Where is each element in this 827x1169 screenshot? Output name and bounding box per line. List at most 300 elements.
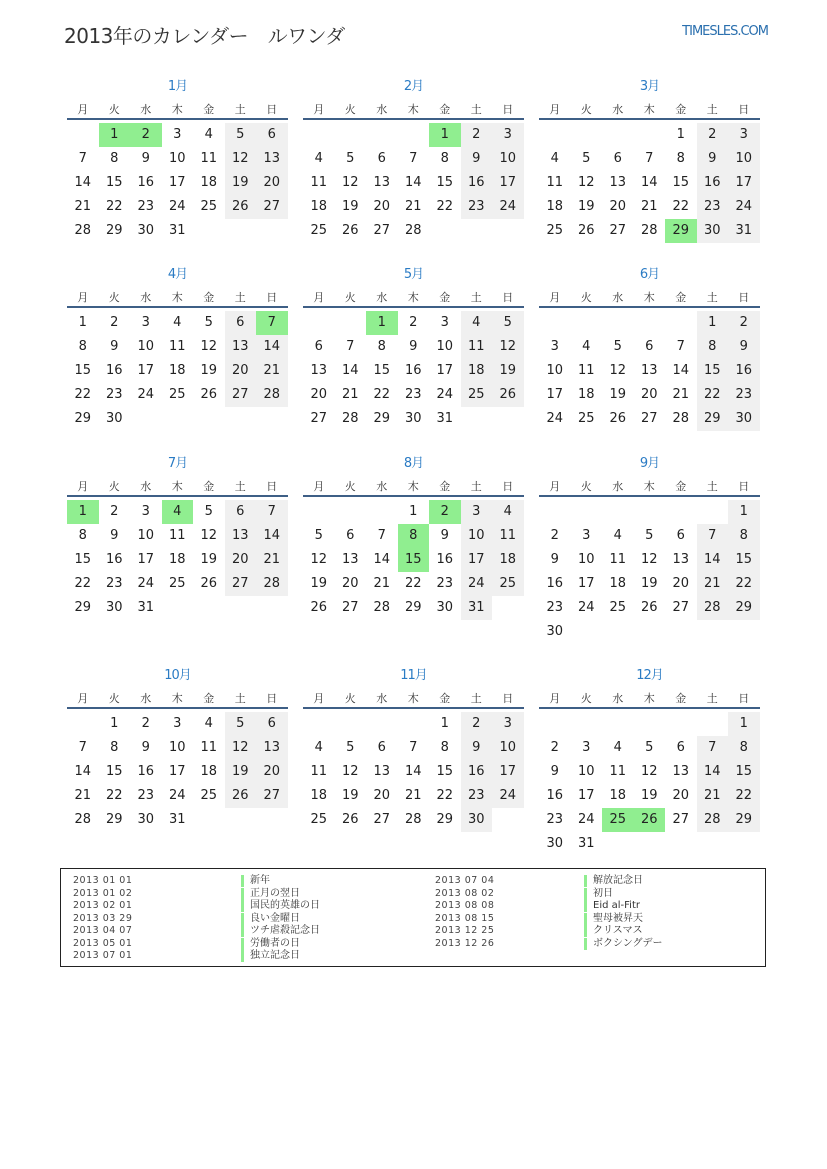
legend-date: 2013 08 15: [435, 912, 495, 924]
brand-logo[interactable]: TIMESLES.COM: [682, 24, 768, 39]
calendar-day: 19: [492, 359, 524, 383]
calendar-day: 23: [728, 383, 760, 407]
calendar-day: 26: [492, 383, 524, 407]
weekday-label: 土: [470, 103, 482, 116]
calendar-day: 31: [728, 219, 760, 243]
calendar-day: 22: [672, 199, 690, 214]
calendar-day: 30: [697, 219, 729, 243]
calendar-day: 8: [697, 335, 729, 359]
calendar-day: 2: [550, 740, 559, 755]
calendar-day: 29: [728, 808, 760, 832]
calendar-day: 4: [173, 315, 182, 330]
calendar-day: 18: [609, 788, 627, 803]
calendar-day: 5: [613, 339, 622, 354]
weekday-label: 水: [376, 480, 388, 493]
calendar-day: 9: [141, 740, 150, 755]
calendar-day: 17: [168, 175, 186, 190]
calendar-day: 26: [200, 576, 218, 591]
weekday-label: 月: [77, 103, 89, 116]
calendar-day: 8: [78, 339, 87, 354]
calendar-day: 2: [697, 123, 729, 147]
weekday-label: 火: [344, 692, 356, 705]
calendar-day: 18: [200, 175, 218, 190]
calendar-day: 28: [404, 812, 422, 827]
calendar-day: 6: [645, 339, 654, 354]
weekday-label: 水: [376, 291, 388, 304]
calendar-day: 17: [577, 788, 595, 803]
calendar-day: 6: [613, 151, 622, 166]
weekday-label: 土: [234, 480, 246, 493]
weekday-label: 土: [706, 103, 718, 116]
calendar-day: 28: [640, 223, 658, 238]
calendar-day: 30: [404, 411, 422, 426]
calendar-day: 29: [373, 411, 391, 426]
calendar-day: 4: [582, 339, 591, 354]
calendar-day: 25: [200, 199, 218, 214]
weekday-label: 月: [549, 692, 561, 705]
calendar-day: 6: [346, 528, 355, 543]
calendar-day: 6: [314, 339, 323, 354]
month-divider: [539, 306, 760, 308]
calendar-day: 22: [728, 572, 760, 596]
calendar-day: 18: [168, 552, 186, 567]
calendar-day: 6: [377, 740, 386, 755]
calendar-day: 18: [200, 764, 218, 779]
calendar-day: 18: [310, 199, 328, 214]
calendar-day: 6: [256, 712, 288, 736]
calendar-day: 23: [404, 387, 422, 402]
calendar-day: 15: [728, 760, 760, 784]
month-name: 10月: [164, 668, 191, 683]
calendar-day: 30: [436, 600, 454, 615]
calendar-day: 3: [141, 504, 150, 519]
calendar-day: 5: [204, 504, 213, 519]
calendar-day: 21: [256, 359, 288, 383]
calendar-day: 4: [550, 151, 559, 166]
calendar-day: 3: [461, 500, 493, 524]
weekday-label: 木: [171, 480, 183, 493]
calendar-day: 20: [310, 387, 328, 402]
weekday-label: 水: [612, 692, 624, 705]
weekday-label: 日: [502, 692, 514, 705]
calendar-day: 1: [676, 127, 685, 142]
calendar-day: 30: [105, 411, 123, 426]
calendar-day: 8: [440, 151, 449, 166]
calendar-day: 14: [256, 335, 288, 359]
calendar-day: 2: [728, 311, 760, 335]
calendar-day: 11: [461, 335, 493, 359]
calendar-day: 16: [461, 171, 493, 195]
weekday-label: 水: [140, 692, 152, 705]
calendar-day: 4: [613, 528, 622, 543]
calendar-day: 16: [461, 760, 493, 784]
calendar-day: 26: [225, 784, 257, 808]
calendar-day: 27: [225, 383, 257, 407]
calendar-day: 14: [640, 175, 658, 190]
calendar-day: 4: [613, 740, 622, 755]
legend-date: 2013 02 01: [73, 900, 133, 911]
calendar-day: 8: [440, 740, 449, 755]
calendar-day: 31: [168, 812, 186, 827]
calendar-day: 28: [74, 812, 92, 827]
weekday-label: 金: [439, 692, 451, 705]
calendar-day: 15: [105, 764, 123, 779]
legend-holiday-name: 聖母被昇天: [584, 913, 643, 925]
calendar-day: 22: [105, 199, 123, 214]
calendar-day: 24: [168, 788, 186, 803]
weekday-label: 月: [77, 692, 89, 705]
calendar-day: 9: [461, 736, 493, 760]
calendar-day: 12: [341, 175, 359, 190]
holiday-day: 29: [665, 219, 697, 243]
calendar-day: 19: [200, 552, 218, 567]
weekday-label: 火: [108, 103, 120, 116]
weekday-label: 木: [643, 103, 655, 116]
legend-date: 2013 08 02: [435, 887, 495, 899]
calendar-day: 28: [256, 383, 288, 407]
weekday-label: 木: [171, 103, 183, 116]
calendar-day: 17: [137, 552, 155, 567]
calendar-day: 28: [672, 411, 690, 426]
calendar-day: 11: [200, 740, 218, 755]
calendar-day: 28: [373, 600, 391, 615]
calendar-day: 15: [373, 363, 391, 378]
weekday-label: 火: [580, 692, 592, 705]
calendar-day: 2: [461, 123, 493, 147]
calendar-day: 19: [640, 788, 658, 803]
legend-holiday-name: Eid al-Fitr: [584, 900, 640, 912]
calendar-day: 19: [577, 199, 595, 214]
calendar-day: 21: [404, 199, 422, 214]
calendar-day: 5: [645, 740, 654, 755]
calendar-day: 1: [110, 716, 119, 731]
calendar-day: 4: [314, 151, 323, 166]
calendar-day: 13: [225, 335, 257, 359]
calendar-day: 29: [74, 600, 92, 615]
calendar-day: 14: [373, 552, 391, 567]
calendar-day: 3: [582, 740, 591, 755]
calendar-day: 21: [404, 788, 422, 803]
calendar-day: 12: [225, 736, 257, 760]
weekday-label: 木: [171, 692, 183, 705]
calendar-day: 7: [676, 339, 685, 354]
holiday-day: 2: [429, 500, 461, 524]
calendar-day: 3: [550, 339, 559, 354]
weekday-label: 金: [203, 291, 215, 304]
calendar-day: 18: [461, 359, 493, 383]
calendar-day: 2: [550, 528, 559, 543]
calendar-day: 23: [105, 387, 123, 402]
holiday-day: 7: [256, 311, 288, 335]
calendar-day: 1: [697, 311, 729, 335]
calendar-day: 16: [137, 175, 155, 190]
weekday-label: 水: [376, 103, 388, 116]
weekday-label: 月: [549, 103, 561, 116]
weekday-label: 木: [171, 291, 183, 304]
calendar-day: 17: [492, 171, 524, 195]
weekday-label: 金: [439, 103, 451, 116]
calendar-day: 27: [640, 411, 658, 426]
calendar-day: 24: [492, 195, 524, 219]
calendar-day: 12: [492, 335, 524, 359]
calendar-day: 20: [373, 788, 391, 803]
calendar-day: 15: [74, 363, 92, 378]
holiday-day: 1: [429, 123, 461, 147]
weekday-label: 木: [407, 692, 419, 705]
calendar-day: 26: [609, 411, 627, 426]
calendar-day: 30: [546, 836, 564, 851]
calendar-day: 23: [105, 576, 123, 591]
calendar-day: 9: [550, 552, 559, 567]
weekday-label: 水: [612, 291, 624, 304]
calendar-day: 25: [168, 576, 186, 591]
calendar-day: 29: [404, 600, 422, 615]
legend-date: 2013 01 02: [73, 887, 133, 899]
calendar-day: 7: [78, 151, 87, 166]
calendar-day: 13: [310, 363, 328, 378]
calendar-day: 27: [672, 812, 690, 827]
calendar-day: 26: [577, 223, 595, 238]
weekday-label: 火: [108, 480, 120, 493]
calendar-day: 7: [256, 500, 288, 524]
calendar-day: 11: [200, 151, 218, 166]
calendar-day: 6: [225, 311, 257, 335]
calendar-day: 6: [676, 528, 685, 543]
weekday-label: 火: [108, 291, 120, 304]
holiday-day: 1: [67, 500, 99, 524]
weekday-label: 水: [140, 103, 152, 116]
calendar-day: 11: [609, 764, 627, 779]
calendar-day: 14: [697, 548, 729, 572]
calendar-day: 27: [373, 223, 391, 238]
calendar-day: 27: [373, 812, 391, 827]
month-divider: [539, 495, 760, 497]
month-name: 7月: [167, 456, 188, 471]
calendar-day: 27: [256, 784, 288, 808]
calendar-day: 25: [461, 383, 493, 407]
weekday-label: 金: [675, 480, 687, 493]
month-name: 1月: [167, 79, 188, 94]
calendar-day: 7: [697, 524, 729, 548]
calendar-day: 18: [577, 387, 595, 402]
calendar-day: 13: [225, 524, 257, 548]
calendar-day: 23: [461, 195, 493, 219]
calendar-day: 29: [105, 223, 123, 238]
legend-date: 2013 08 08: [435, 900, 495, 911]
calendar-day: 14: [404, 175, 422, 190]
calendar-day: 24: [168, 199, 186, 214]
calendar-day: 27: [672, 600, 690, 615]
calendar-day: 29: [728, 596, 760, 620]
calendar-day: 30: [137, 812, 155, 827]
calendar-day: 11: [577, 363, 595, 378]
calendar-day: 8: [728, 524, 760, 548]
calendar-day: 24: [137, 576, 155, 591]
holiday-day: 1: [366, 311, 398, 335]
calendar-day: 26: [640, 600, 658, 615]
calendar-day: 12: [640, 764, 658, 779]
calendar-day: 24: [728, 195, 760, 219]
calendar-day: 8: [728, 736, 760, 760]
calendar-day: 25: [310, 223, 328, 238]
calendar-day: 26: [341, 223, 359, 238]
legend-holiday-name: 独立記念日: [241, 950, 300, 962]
holiday-day: 15: [398, 548, 430, 572]
calendar-day: 7: [697, 736, 729, 760]
calendar-day: 17: [168, 764, 186, 779]
calendar-day: 19: [225, 171, 257, 195]
calendar-day: 23: [461, 784, 493, 808]
holiday-day: 4: [162, 500, 194, 524]
calendar-day: 6: [225, 500, 257, 524]
calendar-day: 19: [225, 760, 257, 784]
calendar-day: 6: [676, 740, 685, 755]
calendar-day: 1: [78, 315, 87, 330]
weekday-label: 日: [502, 291, 514, 304]
weekday-label: 日: [266, 480, 278, 493]
calendar-day: 8: [377, 339, 386, 354]
calendar-day: 7: [377, 528, 386, 543]
weekday-label: 水: [612, 103, 624, 116]
calendar-day: 14: [74, 764, 92, 779]
calendar-day: 15: [74, 552, 92, 567]
month-divider: [303, 495, 524, 497]
calendar-day: 19: [200, 363, 218, 378]
calendar-day: 17: [546, 387, 564, 402]
calendar-day: 29: [436, 812, 454, 827]
weekday-label: 水: [612, 480, 624, 493]
calendar-day: 30: [105, 600, 123, 615]
calendar-day: 16: [137, 764, 155, 779]
calendar-day: 11: [492, 524, 524, 548]
weekday-label: 日: [502, 103, 514, 116]
calendar-day: 27: [341, 600, 359, 615]
calendar-day: 21: [256, 548, 288, 572]
calendar-day: 12: [577, 175, 595, 190]
calendar-day: 3: [173, 716, 182, 731]
calendar-day: 23: [546, 812, 564, 827]
month-divider: [67, 707, 288, 709]
legend-holiday-name: ボクシングデー: [584, 938, 663, 950]
calendar-day: 9: [141, 151, 150, 166]
calendar-day: 3: [582, 528, 591, 543]
calendar-day: 13: [373, 175, 391, 190]
calendar-day: 20: [672, 576, 690, 591]
calendar-day: 4: [204, 127, 213, 142]
calendar-day: 20: [640, 387, 658, 402]
calendar-day: 4: [461, 311, 493, 335]
calendar-day: 10: [577, 552, 595, 567]
weekday-label: 土: [470, 480, 482, 493]
calendar-day: 3: [440, 315, 449, 330]
calendar-day: 23: [436, 576, 454, 591]
weekday-label: 日: [502, 480, 514, 493]
calendar-day: 2: [461, 712, 493, 736]
calendar-day: 5: [582, 151, 591, 166]
weekday-label: 日: [266, 103, 278, 116]
weekday-label: 土: [706, 291, 718, 304]
month-name: 8月: [403, 456, 424, 471]
calendar-day: 14: [341, 363, 359, 378]
holiday-day: 8: [398, 524, 430, 548]
weekday-label: 月: [77, 291, 89, 304]
calendar-day: 5: [645, 528, 654, 543]
calendar-day: 3: [173, 127, 182, 142]
calendar-day: 24: [546, 411, 564, 426]
weekday-label: 木: [643, 480, 655, 493]
calendar-day: 6: [377, 151, 386, 166]
calendar-day: 20: [225, 359, 257, 383]
calendar-day: 16: [728, 359, 760, 383]
calendar-day: 2: [110, 504, 119, 519]
calendar-day: 19: [341, 199, 359, 214]
weekday-label: 火: [108, 692, 120, 705]
calendar-day: 14: [256, 524, 288, 548]
month-divider: [539, 707, 760, 709]
calendar-day: 15: [436, 175, 454, 190]
month-divider: [303, 118, 524, 120]
calendar-day: 2: [110, 315, 119, 330]
calendar-day: 11: [310, 764, 328, 779]
month-name: 2月: [403, 79, 424, 94]
weekday-label: 金: [203, 692, 215, 705]
legend-holiday-name: 解放記念日: [584, 875, 643, 887]
calendar-day: 1: [728, 712, 760, 736]
calendar-day: 10: [137, 528, 155, 543]
calendar-day: 15: [672, 175, 690, 190]
legend-date: 2013 04 07: [73, 925, 133, 936]
calendar-day: 30: [137, 223, 155, 238]
weekday-label: 金: [675, 692, 687, 705]
weekday-label: 月: [549, 291, 561, 304]
calendar-day: 10: [137, 339, 155, 354]
weekday-label: 月: [313, 291, 325, 304]
calendar-day: 17: [492, 760, 524, 784]
calendar-day: 21: [373, 576, 391, 591]
calendar-day: 5: [314, 528, 323, 543]
legend-date: 2013 07 01: [73, 950, 133, 961]
calendar-day: 9: [728, 335, 760, 359]
calendar-day: 7: [409, 151, 418, 166]
calendar-day: 10: [436, 339, 454, 354]
holiday-day: 25: [602, 808, 634, 832]
calendar-day: 11: [168, 339, 186, 354]
calendar-day: 19: [640, 576, 658, 591]
calendar-day: 15: [728, 548, 760, 572]
weekday-label: 金: [675, 103, 687, 116]
calendar-day: 9: [550, 764, 559, 779]
calendar-day: 13: [609, 175, 627, 190]
legend-date: 2013 05 01: [73, 937, 133, 949]
calendar-day: 14: [74, 175, 92, 190]
holiday-day: 1: [99, 123, 131, 147]
calendar-day: 30: [728, 407, 760, 431]
calendar-day: 28: [341, 411, 359, 426]
calendar-day: 28: [256, 572, 288, 596]
calendar-day: 20: [672, 788, 690, 803]
calendar-day: 4: [492, 500, 524, 524]
calendar-day: 16: [105, 552, 123, 567]
calendar-day: 27: [225, 572, 257, 596]
calendar-day: 1: [409, 504, 418, 519]
weekday-label: 木: [407, 291, 419, 304]
calendar-day: 26: [341, 812, 359, 827]
holiday-day: 26: [634, 808, 666, 832]
calendar-day: 18: [492, 548, 524, 572]
calendar-day: 3: [492, 712, 524, 736]
calendar-day: 13: [672, 552, 690, 567]
calendar-day: 4: [204, 716, 213, 731]
